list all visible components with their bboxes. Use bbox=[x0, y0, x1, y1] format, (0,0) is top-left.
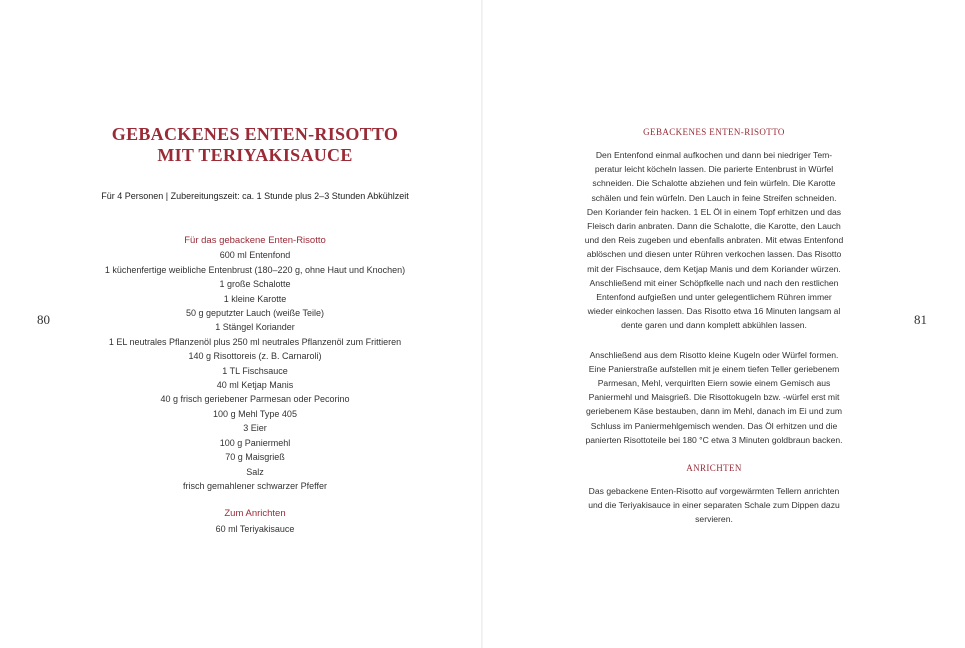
ingredient-item: 50 g geputzter Lauch (weiße Teile) bbox=[186, 308, 324, 319]
ingredient-item: 140 g Risottoreis (z. B. Carnaroli) bbox=[188, 351, 322, 362]
ingredient-item: 60 ml Teriyakisauce bbox=[215, 523, 295, 534]
paragraph-line: Entenfond aufgießen und unter gelegentlichem Rühren immer bbox=[596, 292, 832, 303]
right-page bbox=[558, 126, 870, 527]
paragraph-line: schneiden. Die Schalotte abziehen und fein würfeln. Die Karotte bbox=[592, 178, 836, 189]
paragraph-line: Den Koriander fein hacken. 1 EL Öl in einem Topf erhitzen und das bbox=[586, 206, 842, 217]
ingredient-item: 1 TL Fischsauce bbox=[222, 365, 288, 376]
serving-heading: ANRICHTEN bbox=[686, 463, 742, 474]
left-page-number: 80 bbox=[37, 312, 50, 327]
ingredient-item: 100 g Mehl Type 405 bbox=[213, 408, 297, 419]
paragraph-line: Das gebackene Enten-Risotto auf vorgewärmten Tellern anrichten bbox=[588, 486, 840, 497]
ingredient-item: 600 ml Entenfond bbox=[219, 250, 291, 261]
paragraph-line: Anschließend mit einer Schöpfkelle nach und nach den restlichen bbox=[589, 277, 839, 288]
left-page bbox=[70, 124, 440, 536]
ingredient-list bbox=[70, 248, 440, 493]
page-gutter bbox=[481, 0, 483, 648]
paragraph-line: ablöschen und diesen unter Rühren verkochen lassen. Das Risotto bbox=[586, 249, 842, 260]
method-heading: GEBACKENES ENTEN-RISOTTO bbox=[643, 127, 785, 137]
recipe-title-line-2: MIT TERIYAKISAUCE bbox=[157, 145, 353, 165]
paragraph-line: Den Entenfond einmal aufkochen und dann bei niedriger Tem- bbox=[595, 150, 833, 160]
ingredient-item: 100 g Paniermehl bbox=[219, 437, 291, 448]
paragraph-line: dente garen und dann komplett abkühlen lassen. bbox=[621, 320, 807, 331]
paragraph-line: geriebenem Käse bestauben, dann im Mehl, danach im Ei und zum bbox=[585, 406, 843, 417]
paragraph-line: Schluss im Paniermehlgemisch wenden. Das Öl erhitzen und die bbox=[590, 420, 838, 431]
recipe-title bbox=[70, 124, 440, 166]
ingredient-item: 1 EL neutrales Pflanzenöl plus 250 ml neutrales Pflanzenöl zum Frittieren bbox=[108, 336, 402, 347]
paragraph-line: servieren. bbox=[695, 514, 733, 525]
method-paragraph-2 bbox=[558, 348, 870, 447]
ingredient-item: 1 küchenfertige weibliche Entenbrust (180–220 g, ohne Haut und Knochen) bbox=[104, 264, 406, 275]
ingredient-item: 1 große Schalotte bbox=[219, 279, 291, 290]
ingredient-item: 40 ml Ketjap Manis bbox=[216, 380, 294, 391]
ingredient-item: frisch gemahlener schwarzer Pfeffer bbox=[183, 480, 327, 491]
right-page-number: 81 bbox=[914, 312, 927, 327]
serving-section-heading: Zum Anrichten bbox=[224, 508, 286, 520]
ingredient-item: 70 g Maisgrieß bbox=[225, 452, 285, 463]
ingredients-section-heading: Für das gebackene Enten-Risotto bbox=[184, 235, 326, 246]
recipe-meta: Für 4 Personen | Zubereitungszeit: ca. 1 Stunde plus 2–3 Stunden Abkühlzeit bbox=[101, 191, 409, 201]
paragraph-line: Eine Panierstraße aufstellen mit je einem tiefen Teller geriebenem bbox=[588, 363, 840, 374]
ingredient-item: 1 kleine Karotte bbox=[223, 293, 287, 304]
paragraph-line: Fleisch darin anbraten. Dann die Schalotte, die Karotte, den Lauch bbox=[587, 221, 841, 232]
method-paragraph-1 bbox=[558, 148, 870, 333]
paragraph-line: und die Teriyakisauce in einer separaten Schale zum Dippen dazu bbox=[588, 500, 840, 511]
recipe-title-line-1: GEBACKENES ENTEN-RISOTTO bbox=[111, 124, 399, 144]
paragraph-line: peratur leicht köcheln lassen. Die parierte Entenbrust in Würfel bbox=[594, 164, 834, 175]
ingredient-item: 40 g frisch geriebener Parmesan oder Pecorino bbox=[160, 394, 350, 405]
paragraph-line: panierten Risottoteile bei 180 °C etwa 3 Minuten goldbraun backen. bbox=[585, 434, 843, 445]
paragraph-line: Paniermehl und Maisgrieß. Die Risottokugeln bzw. -würfel erst mit bbox=[588, 392, 840, 403]
ingredient-item: Salz bbox=[246, 466, 264, 477]
paragraph-line: wieder einkochen lassen. Das Risotto etwa 16 Minuten langsam al bbox=[587, 306, 841, 317]
paragraph-line: schälen und fein würfeln. Den Lauch in feine Streifen schneiden. bbox=[591, 192, 837, 203]
paragraph-line: Anschließend aus dem Risotto kleine Kugeln oder Würfel formen. bbox=[589, 349, 839, 360]
paragraph-line: mit der Fischsauce, dem Ketjap Manis und dem Koriander würzen. bbox=[587, 263, 841, 274]
ingredient-item: 3 Eier bbox=[243, 423, 267, 434]
serving-paragraph bbox=[558, 484, 870, 527]
ingredient-item: 1 Stängel Koriander bbox=[215, 322, 295, 333]
paragraph-line: Parmesan, Mehl, verquirlten Eiern sowie einem Gemisch aus bbox=[597, 378, 831, 389]
serving-ingredient-list bbox=[70, 522, 440, 536]
paragraph-line: und den Reis zugeben und ebenfalls anbraten. Mit etwas Entenfond bbox=[584, 235, 844, 246]
